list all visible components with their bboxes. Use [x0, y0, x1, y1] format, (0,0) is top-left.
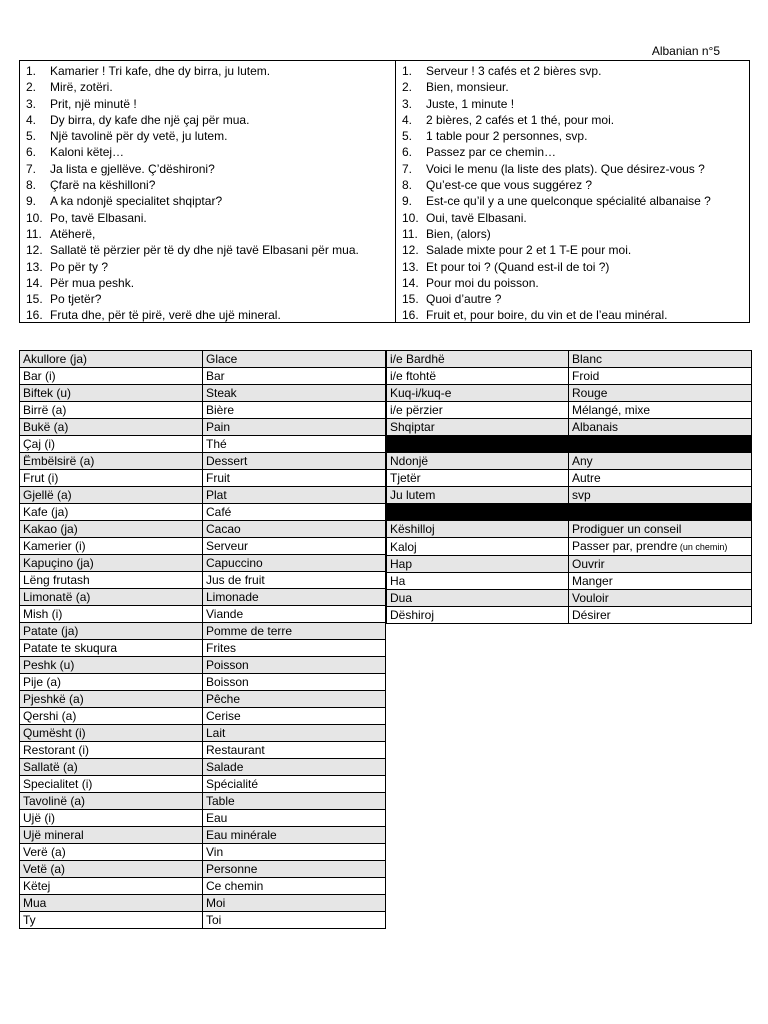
french-translation: Blanc [569, 351, 752, 368]
vocab-row [387, 368, 752, 385]
albanian-line [20, 307, 395, 323]
french-translation: Rouge [569, 385, 752, 402]
albanian-word: Sallatë (a) [20, 759, 203, 776]
albanian-word: Qershi (a) [20, 708, 203, 725]
line-number: 11. [26, 226, 42, 241]
french-translation: Viande [203, 606, 386, 623]
vocabulary-table-right [386, 350, 752, 624]
albanian-line [20, 63, 395, 79]
vocab-row [20, 725, 386, 742]
vocab-row [387, 504, 752, 521]
albanian-word: Tjetër [387, 470, 569, 487]
french-text: Passez par ce chemin… [426, 145, 557, 160]
french-translation: Spécialité [203, 776, 386, 793]
albanian-text: Për mua peshk. [50, 275, 135, 290]
albanian-text: Kamarier ! Tri kafe, dhe dy birra, ju lutem. [50, 64, 271, 78]
albanian-word: Hap [387, 556, 569, 573]
albanian-text: Kaloni këtej… [50, 145, 125, 160]
line-number: 15. [26, 292, 43, 307]
french-line [396, 307, 749, 323]
line-number: 2. [26, 80, 37, 95]
french-text: Et pour toi ? (Quand est-il de toi ?) [426, 259, 610, 274]
french-line [396, 291, 749, 307]
albanian-word: Kuq-i/kuq-e [387, 385, 569, 402]
french-translation: Frites [203, 640, 386, 657]
line-number: 1. [402, 64, 413, 78]
french-translation: Salade [203, 759, 386, 776]
french-text: Pour moi du poisson. [426, 275, 539, 290]
vocab-row [20, 793, 386, 810]
vocab-row [20, 470, 386, 487]
albanian-line [20, 193, 395, 209]
albanian-word: Akullore (ja) [20, 351, 203, 368]
vocab-row [387, 487, 752, 504]
vocab-row [20, 351, 386, 368]
vocab-row [20, 640, 386, 657]
french-line [396, 161, 749, 177]
vocab-row [20, 912, 386, 929]
french-text: Juste, 1 minute ! [426, 96, 515, 111]
french-line [396, 96, 749, 112]
french-translation: Personne [203, 861, 386, 878]
line-number: 5. [26, 129, 37, 144]
french-translation: Dessert [203, 453, 386, 470]
albanian-word: Qumësht (i) [20, 725, 203, 742]
french-translation: Restaurant [203, 742, 386, 759]
albanian-text: Dy birra, dy kafe dhe një çaj për mua. [50, 112, 250, 127]
vocab-row [20, 453, 386, 470]
vocab-row [20, 657, 386, 674]
albanian-word: i/e Bardhë [387, 351, 569, 368]
albanian-text: A ka ndonjë specialitet shqiptar? [50, 194, 223, 209]
albanian-line [20, 112, 395, 128]
line-number: 1. [26, 64, 37, 78]
albanian-word: Restorant (i) [20, 742, 203, 759]
line-number: 5. [402, 129, 413, 144]
french-translation: Autre [569, 470, 752, 487]
albanian-word [387, 436, 569, 453]
vocab-row [20, 708, 386, 725]
french-translation: Jus de fruit [203, 572, 386, 589]
line-number: 3. [402, 96, 413, 111]
albanian-text: Sallatë të përzier për të dy dhe një tavë Elbasani për mua. [50, 243, 359, 258]
vocab-row [20, 538, 386, 555]
vocab-row [20, 895, 386, 912]
line-number: 6. [402, 145, 413, 160]
albanian-word: Pjeshkë (a) [20, 691, 203, 708]
french-translation [569, 504, 752, 521]
line-number: 13. [402, 259, 419, 274]
vocab-row [20, 691, 386, 708]
french-text: Salade mixte pour 2 et 1 T-E pour moi. [426, 243, 632, 258]
line-number: 8. [26, 178, 37, 193]
vocab-row [20, 402, 386, 419]
french-translation: Eau [203, 810, 386, 827]
line-number: 12. [26, 243, 43, 258]
albanian-text: Po për ty ? [50, 259, 109, 274]
albanian-word: i/e përzier [387, 402, 569, 419]
vocab-row [20, 759, 386, 776]
french-line [396, 144, 749, 160]
vocab-row [20, 606, 386, 623]
albanian-line [20, 275, 395, 291]
french-translation: Thé [203, 436, 386, 453]
french-text: Qu’est-ce que vous suggérez ? [426, 178, 593, 193]
french-text: Est-ce qu’il y a une quelconque spécialité albanaise ? [426, 194, 711, 209]
vocab-row [387, 351, 752, 368]
albanian-word: Ëmbëlsirë (a) [20, 453, 203, 470]
albanian-word: Bukë (a) [20, 419, 203, 436]
line-number: 10. [402, 210, 419, 225]
french-translation: Ce chemin [203, 878, 386, 895]
albanian-line [20, 259, 395, 275]
vocab-row [20, 623, 386, 640]
albanian-line [20, 144, 395, 160]
vocab-row [20, 368, 386, 385]
albanian-word: Kaloj [387, 538, 569, 556]
french-line [396, 128, 749, 144]
french-line [396, 79, 749, 95]
french-line [396, 242, 749, 258]
french-translation: Pêche [203, 691, 386, 708]
albanian-text: Atëherë, [50, 226, 96, 241]
french-translation: Pomme de terre [203, 623, 386, 640]
dialogue-table [19, 60, 750, 323]
albanian-text: Fruta dhe, për të pirë, verë dhe ujë mineral. [50, 308, 281, 323]
vocab-row [20, 861, 386, 878]
vocab-row [20, 419, 386, 436]
albanian-line [20, 128, 395, 144]
line-number: 9. [26, 194, 37, 209]
albanian-line [20, 210, 395, 226]
albanian-word: i/e ftohtë [387, 368, 569, 385]
albanian-text: Po tjetër? [50, 292, 102, 307]
french-text: 2 bières, 2 cafés et 1 thé, pour moi. [426, 112, 615, 127]
line-number: 15. [402, 292, 419, 307]
vocab-row [387, 453, 752, 470]
albanian-word: Gjellë (a) [20, 487, 203, 504]
french-translation: Mélangé, mixe [569, 402, 752, 419]
line-number: 9. [402, 194, 413, 209]
french-translation: Cacao [203, 521, 386, 538]
albanian-word: Lëng frutash [20, 572, 203, 589]
albanian-word: Bar (i) [20, 368, 203, 385]
vocab-row [387, 419, 752, 436]
line-number: 16. [26, 308, 43, 323]
albanian-text: Po, tavë Elbasani. [50, 210, 147, 225]
albanian-word: Frut (i) [20, 470, 203, 487]
vocab-row [20, 572, 386, 589]
line-number: 6. [26, 145, 37, 160]
french-translation: Désirer [569, 607, 752, 624]
albanian-text: Një tavolinë për dy vetë, ju lutem. [50, 129, 228, 144]
vocab-row [387, 538, 752, 556]
albanian-line [20, 161, 395, 177]
albanian-text: Ja lista e gjellëve. Ç’dëshironi? [50, 161, 215, 176]
french-translation: Poisson [203, 657, 386, 674]
line-number: 3. [26, 96, 37, 111]
albanian-word: Kakao (ja) [20, 521, 203, 538]
albanian-word: Patate (ja) [20, 623, 203, 640]
french-translation: Manger [569, 573, 752, 590]
french-translation: Moi [203, 895, 386, 912]
french-translation: Capuccino [203, 555, 386, 572]
french-translation: Serveur [203, 538, 386, 555]
french-translation: Froid [569, 368, 752, 385]
line-number: 4. [402, 112, 413, 127]
line-number: 2. [402, 80, 413, 95]
vocab-row [20, 555, 386, 572]
vocab-row [387, 556, 752, 573]
french-line [396, 210, 749, 226]
french-translation: Eau minérale [203, 827, 386, 844]
albanian-word: Limonatë (a) [20, 589, 203, 606]
albanian-word: Tavolinë (a) [20, 793, 203, 810]
french-translation: Any [569, 453, 752, 470]
albanian-word: Çaj (i) [20, 436, 203, 453]
vocab-row [20, 436, 386, 453]
french-line [396, 193, 749, 209]
vocab-row [387, 436, 752, 453]
vocab-row [20, 589, 386, 606]
french-translation: Lait [203, 725, 386, 742]
albanian-word [387, 504, 569, 521]
albanian-word: Biftek (u) [20, 385, 203, 402]
french-translation: Vin [203, 844, 386, 861]
vocab-row [20, 504, 386, 521]
line-number: 12. [402, 243, 419, 258]
albanian-text: Çfarë na këshilloni? [50, 178, 156, 193]
vocab-row [20, 844, 386, 861]
vocab-row [20, 385, 386, 402]
albanian-line [20, 291, 395, 307]
vocab-row [20, 878, 386, 895]
vocab-row [20, 521, 386, 538]
french-text: 1 table pour 2 personnes, svp. [426, 129, 588, 144]
albanian-word: Mish (i) [20, 606, 203, 623]
albanian-word: Pije (a) [20, 674, 203, 691]
vocab-row [20, 674, 386, 691]
line-number: 14. [26, 275, 43, 290]
albanian-word: Verë (a) [20, 844, 203, 861]
french-translation: Café [203, 504, 386, 521]
line-number: 4. [26, 112, 37, 127]
french-translation: Vouloir [569, 590, 752, 607]
french-line [396, 226, 749, 242]
vocab-row [387, 385, 752, 402]
albanian-word: Peshk (u) [20, 657, 203, 674]
line-number: 13. [26, 259, 43, 274]
french-text: Serveur ! 3 cafés et 2 bières svp. [426, 64, 602, 78]
albanian-word: Kamerier (i) [20, 538, 203, 555]
french-line [396, 275, 749, 291]
french-line [396, 259, 749, 275]
french-translation: Passer par, prendre (un chemin) [569, 538, 752, 556]
albanian-word: Ujë (i) [20, 810, 203, 827]
french-text: Bien, monsieur. [426, 80, 509, 95]
french-text: Quoi d’autre ? [426, 292, 502, 307]
line-number: 7. [402, 161, 413, 176]
french-translation: Bière [203, 402, 386, 419]
french-translation: Plat [203, 487, 386, 504]
vocab-row [387, 607, 752, 624]
albanian-word: Ndonjë [387, 453, 569, 470]
french-translation: Cerise [203, 708, 386, 725]
vocab-row [20, 487, 386, 504]
vocabulary-table-left [19, 350, 386, 929]
page-header: Albanian n°5 [651, 44, 720, 58]
albanian-word: Shqiptar [387, 419, 569, 436]
albanian-line [20, 242, 395, 258]
line-number: 7. [26, 161, 37, 176]
vocab-row [20, 827, 386, 844]
translation-note: (un chemin) [677, 542, 728, 552]
french-translation: Table [203, 793, 386, 810]
french-translation: Steak [203, 385, 386, 402]
albanian-word: Këshilloj [387, 521, 569, 538]
albanian-word: Ju lutem [387, 487, 569, 504]
albanian-word: Patate te skuqura [20, 640, 203, 657]
albanian-text: Mirë, zotëri. [50, 80, 113, 95]
french-translation: Ouvrir [569, 556, 752, 573]
albanian-word: Dëshiroj [387, 607, 569, 624]
albanian-word: Ha [387, 573, 569, 590]
french-dialogue-column [396, 61, 749, 322]
line-number: 8. [402, 178, 413, 193]
vocab-row [387, 521, 752, 538]
french-translation: Limonade [203, 589, 386, 606]
vocab-row [387, 470, 752, 487]
french-translation [569, 436, 752, 453]
vocab-row [387, 402, 752, 419]
line-number: 11. [402, 226, 418, 241]
albanian-word: Dua [387, 590, 569, 607]
french-translation: Boisson [203, 674, 386, 691]
french-translation: Pain [203, 419, 386, 436]
albanian-word: Vetë (a) [20, 861, 203, 878]
french-translation: Prodiguer un conseil [569, 521, 752, 538]
albanian-word: Kapuçino (ja) [20, 555, 203, 572]
line-number: 10. [26, 210, 43, 225]
albanian-text: Prit, një minutë ! [50, 96, 137, 111]
french-text: Oui, tavë Elbasani. [426, 210, 527, 225]
vocab-row [20, 742, 386, 759]
french-translation: Bar [203, 368, 386, 385]
french-translation: svp [569, 487, 752, 504]
albanian-word: Ujë mineral [20, 827, 203, 844]
albanian-line [20, 226, 395, 242]
albanian-line [20, 177, 395, 193]
albanian-word: Birrë (a) [20, 402, 203, 419]
french-translation: Albanais [569, 419, 752, 436]
vocab-row [20, 776, 386, 793]
line-number: 14. [402, 275, 419, 290]
french-text: Bien, (alors) [426, 226, 491, 241]
albanian-word: Specialitet (i) [20, 776, 203, 793]
french-translation: Glace [203, 351, 386, 368]
french-line [396, 63, 749, 79]
albanian-line [20, 96, 395, 112]
albanian-word: Mua [20, 895, 203, 912]
albanian-dialogue-column [20, 61, 396, 322]
french-translation: Fruit [203, 470, 386, 487]
french-line [396, 112, 749, 128]
french-text: Fruit et, pour boire, du vin et de l’eau minéral. [426, 308, 668, 323]
albanian-line [20, 79, 395, 95]
albanian-word: Kafe (ja) [20, 504, 203, 521]
french-line [396, 177, 749, 193]
line-number: 16. [402, 308, 419, 323]
vocab-row [387, 590, 752, 607]
vocab-row [20, 810, 386, 827]
french-translation: Toi [203, 912, 386, 929]
vocab-row [387, 573, 752, 590]
albanian-word: Këtej [20, 878, 203, 895]
french-text: Voici le menu (la liste des plats). Que désirez-vous ? [426, 161, 705, 176]
albanian-word: Ty [20, 912, 203, 929]
